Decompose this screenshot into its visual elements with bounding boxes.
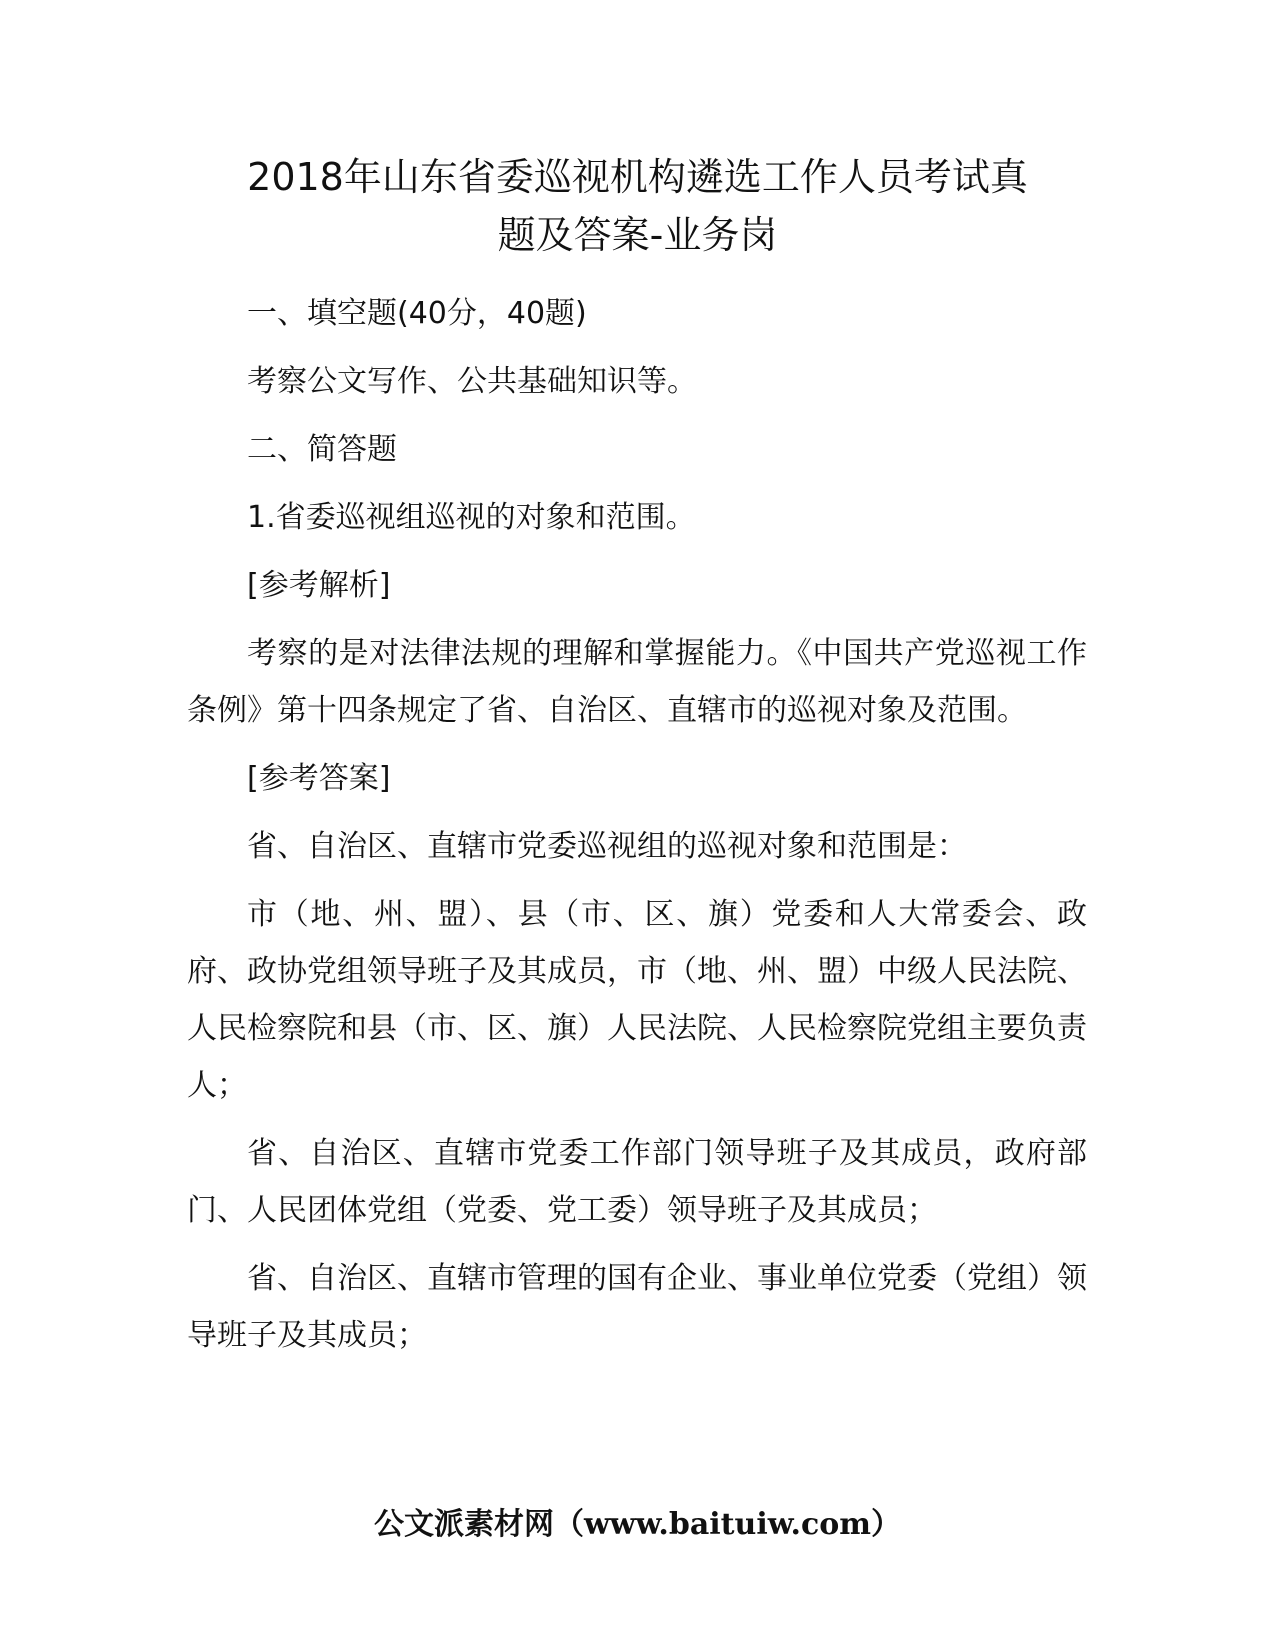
section-heading-short-answer: 二、简答题 — [247, 432, 397, 467]
question: 1.省委巡视组巡视的对象和范围。 — [247, 500, 696, 535]
paragraph: 省、自治区、直辖市管理的国有企业、事业单位党委（党组）领导班子及其成员； — [187, 1261, 1087, 1353]
section-heading-fill-in: 一、填空题(40分，40题) — [247, 296, 587, 331]
answer-label: [参考答案] — [247, 761, 391, 796]
analysis-label: [参考解析] — [247, 568, 391, 603]
paragraph: 省、自治区、直辖市党委巡视组的巡视对象和范围是： — [247, 829, 967, 864]
paragraph: 考察的是对法律法规的理解和掌握能力。《中国共产党巡视工作条例》第十四条规定了省、自治区、直辖市的巡视对象及范围。 — [187, 636, 1087, 728]
page-footer: 公文派素材网（www.baituiw.com） — [373, 1507, 902, 1542]
paragraph: 考察公文写作、公共基础知识等。 — [247, 364, 697, 399]
document-title — [150, 148, 1125, 264]
paragraph: 省、自治区、直辖市党委工作部门领导班子及其成员，政府部门、人民团体党组（党委、党工委）领导班子及其成员； — [187, 1136, 1087, 1228]
document-body — [187, 285, 1087, 1375]
paragraph: 市（地、州、盟）、县（市、区、旗）党委和人大常委会、政府、政协党组领导班子及其成员，市（地、州、盟）中级人民法院、人民检察院和县（市、区、旗）人民法院、人民检察院党组主要负责人； — [187, 897, 1087, 1103]
title-line-1: 2018年山东省委巡视机构遴选工作人员考试真 — [247, 155, 1028, 199]
title-line-2: 题及答案-业务岗 — [497, 213, 778, 257]
